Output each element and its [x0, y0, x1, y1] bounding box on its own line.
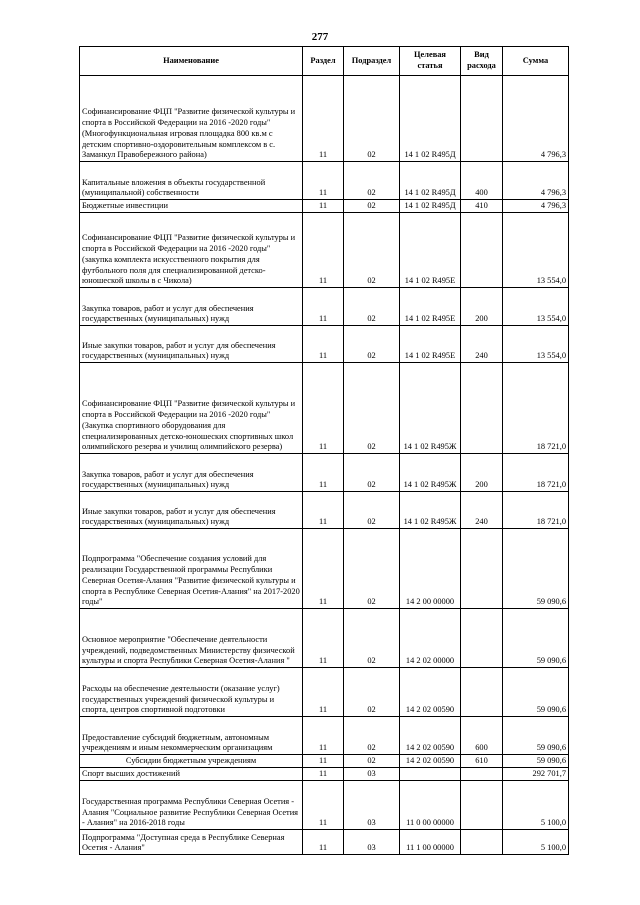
- row-amount: 13 554,0: [503, 326, 569, 363]
- row-name: Иные закупки товаров, работ и услуг для обеспечения государственных (муниципальных) нужд: [80, 492, 303, 529]
- table-row: [80, 76, 569, 162]
- row-target: 14 1 02 R495Е: [400, 213, 461, 288]
- row-kind: 600: [461, 717, 503, 755]
- row-subsection: 02: [344, 288, 400, 326]
- row-section: 11: [303, 755, 344, 768]
- table-header-row: [80, 47, 569, 76]
- row-name: Закупка товаров, работ и услуг для обеспечения государственных (муниципальных) нужд: [80, 288, 303, 326]
- row-subsection: 02: [344, 529, 400, 609]
- row-subsection: 02: [344, 492, 400, 529]
- row-amount: 18 721,0: [503, 454, 569, 492]
- row-target: 14 2 02 00000: [400, 609, 461, 668]
- row-kind: [461, 529, 503, 609]
- row-kind: [461, 668, 503, 717]
- row-name: Софинансирование ФЦП "Развитие физической культуры и спорта в Российской Федерации на 2016 -2020 годы" (Многофункциональная игровая площадка 800 кв.м с детским спортивно-оздоровительным комплексом в с. Заманкул Правобережного района): [80, 76, 303, 162]
- row-section: 11: [303, 288, 344, 326]
- row-name: Подпрограмма "Доступная среда в Республике Северная Осетия - Алания": [80, 830, 303, 855]
- row-name: Подпрограмма "Обеспечение создания условий для реализации Государственной программы Республики Северная Осетия-Алания "Развитие физической культуры и спорта в Республике Северная Осетия-Алания" на 2017-2020 годы": [80, 529, 303, 609]
- row-kind: [461, 830, 503, 855]
- row-name: Субсидии бюджетным учреждениям: [80, 755, 303, 768]
- table-row: [80, 755, 569, 768]
- row-subsection: 02: [344, 326, 400, 363]
- row-section: 11: [303, 529, 344, 609]
- row-section: 11: [303, 162, 344, 200]
- row-amount: 13 554,0: [503, 288, 569, 326]
- row-kind: [461, 363, 503, 454]
- row-kind: [461, 609, 503, 668]
- row-section: 11: [303, 326, 344, 363]
- row-name: Основное мероприятие "Обеспечение деятельности учреждений, подведомственных Министерству физической культуры и спорта Республики Северная Осетия-Алания ": [80, 609, 303, 668]
- table-row: [80, 830, 569, 855]
- table-row: [80, 288, 569, 326]
- row-subsection: 02: [344, 213, 400, 288]
- table-row: [80, 200, 569, 213]
- row-subsection: 03: [344, 768, 400, 781]
- row-target: 14 1 02 R495Ж: [400, 454, 461, 492]
- row-amount: 5 100,0: [503, 781, 569, 830]
- row-name: Государственная программа Республики Северная Осетия - Алания "Социальное развитие Республики Северная Осетия - Алания" на 2016-2018 годы: [80, 781, 303, 830]
- row-amount: 13 554,0: [503, 213, 569, 288]
- row-name: Капитальные вложения в объекты государственной (муниципальной) собственности: [80, 162, 303, 200]
- row-target: 14 1 02 R495Ж: [400, 363, 461, 454]
- row-section: 11: [303, 76, 344, 162]
- row-kind: 200: [461, 454, 503, 492]
- row-kind: 410: [461, 200, 503, 213]
- row-target: 14 1 02 R495Д: [400, 162, 461, 200]
- column-header-subsection: Подраздел: [344, 47, 400, 76]
- row-name: Предоставление субсидий бюджетным, автономным учреждениям и иным некоммерческим организациям: [80, 717, 303, 755]
- row-kind: [461, 781, 503, 830]
- row-kind: [461, 76, 503, 162]
- table-row: [80, 768, 569, 781]
- row-section: 11: [303, 717, 344, 755]
- row-amount: 4 796,3: [503, 76, 569, 162]
- table-row: [80, 454, 569, 492]
- row-target: 14 1 02 R495Е: [400, 288, 461, 326]
- row-subsection: 02: [344, 162, 400, 200]
- table-row: [80, 717, 569, 755]
- row-target: 14 2 02 00590: [400, 717, 461, 755]
- row-section: 11: [303, 768, 344, 781]
- column-header-amount: Сумма: [503, 47, 569, 76]
- row-section: 11: [303, 830, 344, 855]
- table-row: [80, 609, 569, 668]
- page-number: 277: [311, 31, 329, 43]
- table-row: [80, 326, 569, 363]
- row-subsection: 02: [344, 454, 400, 492]
- row-subsection: 03: [344, 781, 400, 830]
- row-target: 11 0 00 00000: [400, 781, 461, 830]
- table-row: [80, 162, 569, 200]
- row-subsection: 02: [344, 755, 400, 768]
- row-kind: 400: [461, 162, 503, 200]
- row-subsection: 03: [344, 830, 400, 855]
- row-section: 11: [303, 200, 344, 213]
- row-target: 14 2 02 00590: [400, 755, 461, 768]
- table-row: [80, 363, 569, 454]
- row-target: 14 1 02 R495Ж: [400, 492, 461, 529]
- column-header-target: Целевая статья: [400, 47, 461, 76]
- row-target: 11 1 00 00000: [400, 830, 461, 855]
- row-amount: 4 796,3: [503, 200, 569, 213]
- row-amount: 59 090,6: [503, 755, 569, 768]
- row-name: Расходы на обеспечение деятельности (оказание услуг) государственных учреждений физической культуры и спорта, центров спортивной подготовки: [80, 668, 303, 717]
- row-name: Софинансирование ФЦП "Развитие физической культуры и спорта в Российской Федерации на 2016 -2020 годы" (закупка комплекта искусственного покрытия для футбольного поля для специализированной детско-юношеской школы в с Чикола): [80, 213, 303, 288]
- row-section: 11: [303, 781, 344, 830]
- row-target: 14 1 02 R495Д: [400, 200, 461, 213]
- row-section: 11: [303, 454, 344, 492]
- row-name: Софинансирование ФЦП "Развитие физической культуры и спорта в Российской Федерации на 2016 -2020 годы" (Закупка спортивного оборудования для специализированных детско-юношеских спортивных школ олимпийского резерва и училищ олимпийского резерва): [80, 363, 303, 454]
- column-header-section: Раздел: [303, 47, 344, 76]
- row-subsection: 02: [344, 200, 400, 213]
- row-kind: 240: [461, 492, 503, 529]
- row-kind: 240: [461, 326, 503, 363]
- table-row: [80, 492, 569, 529]
- row-subsection: 02: [344, 363, 400, 454]
- row-section: 11: [303, 363, 344, 454]
- row-section: 11: [303, 492, 344, 529]
- row-target: 14 2 02 00590: [400, 668, 461, 717]
- column-header-kind: Вид расхода: [461, 47, 503, 76]
- row-amount: 59 090,6: [503, 717, 569, 755]
- row-target: [400, 768, 461, 781]
- table-row: [80, 213, 569, 288]
- row-amount: 59 090,6: [503, 529, 569, 609]
- row-name: Закупка товаров, работ и услуг для обеспечения государственных (муниципальных) нужд: [80, 454, 303, 492]
- table-row: [80, 781, 569, 830]
- row-kind: 610: [461, 755, 503, 768]
- row-kind: 200: [461, 288, 503, 326]
- column-header-name: Наименование: [80, 47, 303, 76]
- row-amount: 4 796,3: [503, 162, 569, 200]
- row-name: Спорт высших достижений: [80, 768, 303, 781]
- row-amount: 18 721,0: [503, 363, 569, 454]
- row-section: 11: [303, 609, 344, 668]
- row-target: 14 2 00 00000: [400, 529, 461, 609]
- row-subsection: 02: [344, 76, 400, 162]
- row-name: Бюджетные инвестиции: [80, 200, 303, 213]
- row-subsection: 02: [344, 609, 400, 668]
- row-target: 14 1 02 R495Е: [400, 326, 461, 363]
- row-kind: [461, 213, 503, 288]
- row-amount: 292 701,7: [503, 768, 569, 781]
- row-subsection: 02: [344, 717, 400, 755]
- row-amount: 59 090,6: [503, 668, 569, 717]
- table-row: [80, 529, 569, 609]
- row-amount: 5 100,0: [503, 830, 569, 855]
- row-section: 11: [303, 668, 344, 717]
- row-amount: 59 090,6: [503, 609, 569, 668]
- row-target: 14 1 02 R495Д: [400, 76, 461, 162]
- row-name: Иные закупки товаров, работ и услуг для обеспечения государственных (муниципальных) нужд: [80, 326, 303, 363]
- budget-table: [79, 46, 569, 855]
- row-subsection: 02: [344, 668, 400, 717]
- table-row: [80, 668, 569, 717]
- row-kind: [461, 768, 503, 781]
- row-amount: 18 721,0: [503, 492, 569, 529]
- row-section: 11: [303, 213, 344, 288]
